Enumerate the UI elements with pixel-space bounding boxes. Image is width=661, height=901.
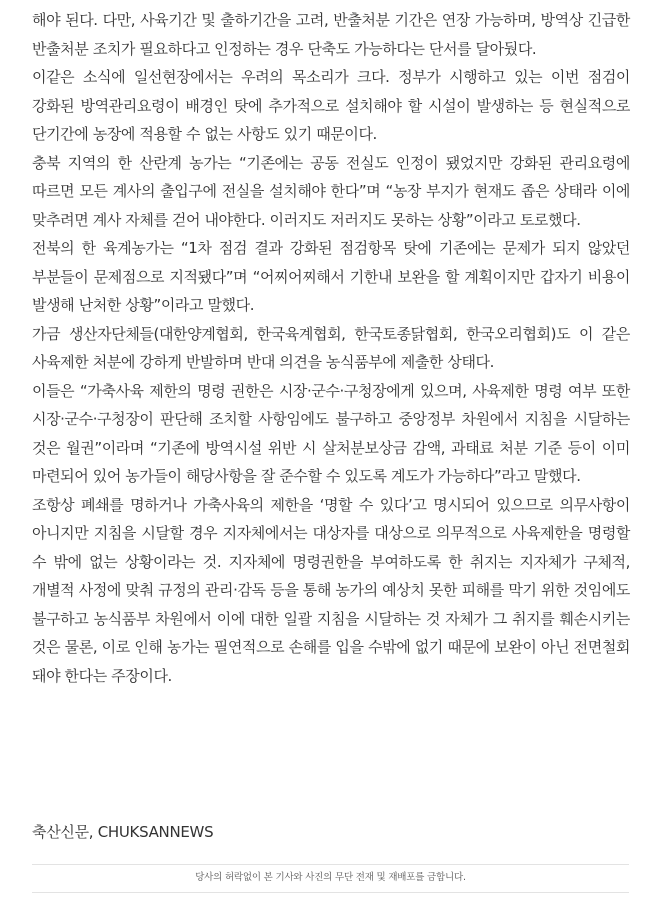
article-paragraph: 가금 생산자단체들(대한양계협회, 한국육계협회, 한국토종닭협회, 한국오리협회)도 이 같은 사육제한 처분에 강하게 반발하며 반대 의견을 농식품부에 제출한 상태다.: [32, 324, 630, 371]
article-paragraph: 해야 된다. 다만, 사육기간 및 출하기간을 고려, 반출처분 기간은 연장 가능하며, 방역상 긴급한 반출처분 조치가 필요하다고 인정하는 경우 단축도 가능하다는 단서를 달아뒀다.: [32, 11, 630, 58]
article-paragraph: 전북의 한 육계농가는 “1차 점검 결과 강화된 점검항목 탓에 기존에는 문제가 되지 않았던 부분들이 문제점으로 지적됐다”며 “어찌어찌해서 기한내 보완을 할 계획이지만 갑자기 비용이 발생해 난처한 상황”이라고 말했다.: [32, 239, 630, 314]
copyright-notice: 당사의 허락없이 본 기사와 사진의 무단 전재 및 재배포를 금합니다.: [195, 872, 466, 883]
footer-divider-bottom: [32, 892, 629, 893]
article-paragraph: 이같은 소식에 일선현장에서는 우려의 목소리가 크다. 정부가 시행하고 있는 이번 점검이 강화된 방역관리요령이 배경인 탓에 추가적으로 설치해야 할 시설이 발생하는 등 현실적으로 단기간에 농장에 적용할 수 없는 사항도 있기 때문이다.: [32, 68, 630, 143]
article-source: 축산신문, CHUKSANNEWS: [32, 823, 214, 841]
article-paragraph: 이들은 “가축사육 제한의 명령 권한은 시장·군수·구청장에게 있으며, 사육제한 명령 여부 또한 시장·군수·구청장이 판단해 조치할 사항임에도 불구하고 중앙정부 차원에서 지침을 시달하는 것은 월권”이라며 “기존에 방역시설 위반 시 살처분보상금 감액, 과태료 처분 기준 등이 이미 마련되어 있어 농가들이 해당사항을 잘 준수할 수 있도록 계도가 가능하다”라고 말했다.: [32, 381, 630, 485]
article-paragraph: 조항상 폐쇄를 명하거나 가축사육의 제한을 ‘명할 수 있다’고 명시되어 있으므로 의무사항이 아니지만 지침을 시달할 경우 지자체에서는 대상자를 대상으로 의무적으로 사육제한을 명령할 수 밖에 없는 상황이라는 것. 지자체에 명령권한을 부여하도록 한 취지는 지자체가 구체적, 개별적 사정에 맞춰 규정의 관리·감독 등을 통해 농가의 예상치 못한 피해를 막기 위한 것임에도 불구하고 농식품부 차원에서 이에 대한 일괄 지침을 시달하는 것 자체가 그 취지를 훼손시키는 것은 물론, 이로 인해 농가는 필연적으로 손해를 입을 수밖에 없기 때문에 보완이 아닌 전면철회 돼야 한다는 주장이다.: [32, 495, 630, 685]
article-paragraph: 충북 지역의 한 산란계 농가는 “기존에는 공동 전실도 인정이 됐었지만 강화된 관리요령에 따르면 모든 계사의 출입구에 전실을 설치해야 한다”며 “농장 부지가 현재도 좁은 상태라 이에 맞추려면 계사 자체를 걷어 내야한다. 이러지도 저러지도 못하는 상황”이라고 토로했다.: [32, 153, 630, 229]
article-body: [32, 6, 630, 690]
